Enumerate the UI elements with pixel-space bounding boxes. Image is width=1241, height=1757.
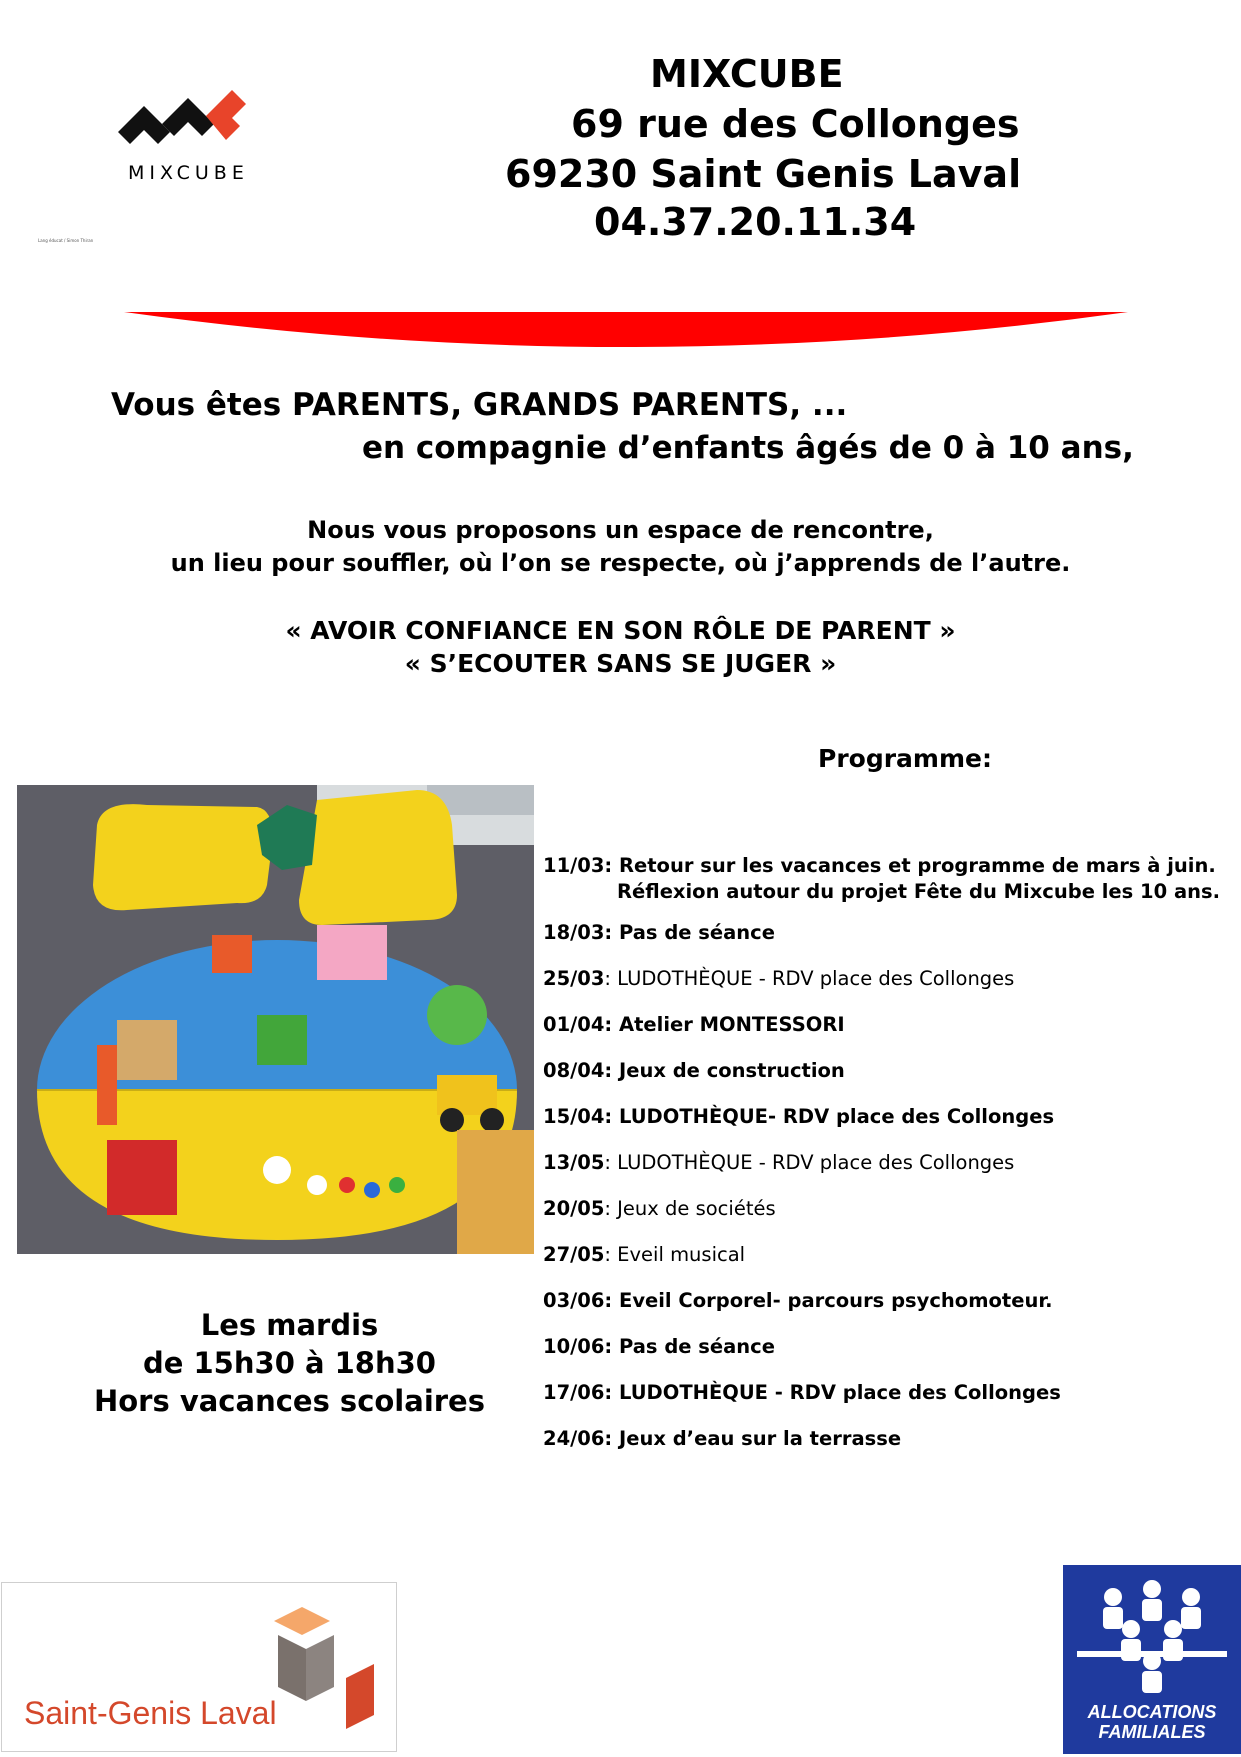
programme-date: 03/06: [543, 1289, 605, 1312]
tiny-caption: Lang éducat / Simon Thiran: [38, 238, 94, 243]
programme-text: : Jeux de construction: [604, 1059, 845, 1082]
schedule-block: [17, 1306, 562, 1420]
programme-item: [543, 1381, 1183, 1427]
programme-date: 11/03: [543, 854, 605, 877]
caf-line-2: FAMILIALES: [1098, 1722, 1206, 1742]
programme-date: 01/04: [543, 1013, 605, 1036]
programme-item: [543, 1289, 1183, 1335]
programme-text: : Atelier MONTESSORI: [604, 1013, 845, 1036]
programme-text: : Eveil Corporel- parcours psychomoteur.: [604, 1289, 1053, 1312]
programme-text: : Eveil musical: [604, 1243, 746, 1266]
programme-text: : Jeux de sociétés: [604, 1197, 776, 1220]
programme-date: 20/05: [543, 1197, 605, 1220]
proposal-line-1: Nous vous proposons un espace de rencontre,: [307, 516, 934, 544]
mixcube-logo: [118, 82, 288, 192]
logo-wordmark: MIXCUBE: [128, 162, 249, 184]
red-divider-band: [124, 312, 1128, 358]
programme-date: 25/03: [543, 967, 605, 990]
programme-text: : LUDOTHÈQUE - RDV place des Collonges: [604, 1151, 1015, 1174]
intro-line-1: Vous êtes PARENTS, GRANDS PARENTS, ...: [111, 387, 848, 423]
org-name: MIXCUBE: [650, 52, 844, 96]
programme-text: : LUDOTHÈQUE- RDV place des Collonges: [604, 1105, 1055, 1128]
programme-date: 27/05: [543, 1243, 605, 1266]
programme-item: [543, 1059, 1183, 1105]
programme-item: [543, 853, 1221, 921]
programme-text: : Pas de séance: [604, 1335, 775, 1358]
programme-item: [543, 921, 1183, 967]
programme-date: 08/04: [543, 1059, 605, 1082]
playroom-photo: [17, 785, 534, 1254]
programme-list: [543, 853, 1221, 1473]
programme-text: : LUDOTHÈQUE - RDV place des Collonges: [604, 1381, 1061, 1404]
programme-subtext: Réflexion autour du projet Fête du Mixcube les 10 ans.: [617, 880, 1221, 903]
programme-date: 15/04: [543, 1105, 605, 1128]
programme-item: [543, 1427, 1183, 1473]
programme-date: 10/06: [543, 1335, 605, 1358]
intro-line-2: en compagnie d’enfants âgés de 0 à 10 ans,: [362, 430, 1134, 466]
saint-genis-laval-logo: [1, 1582, 397, 1752]
caf-logo: [1063, 1565, 1241, 1754]
caf-line-1: ALLOCATIONS: [1087, 1702, 1217, 1722]
proposal-line-2: un lieu pour souffler, où l’on se respecte, où j’apprends de l’autre.: [170, 549, 1071, 577]
programme-date: 24/06: [543, 1427, 605, 1450]
programme-text: : LUDOTHÈQUE - RDV place des Collonges: [604, 967, 1015, 990]
schedule-note: Hors vacances scolaires: [93, 1384, 485, 1418]
proposal-text: [0, 514, 1241, 580]
programme-item: [543, 1243, 1183, 1289]
playroom-illustration: [17, 785, 534, 1254]
sgl-logo-text: Saint-Genis Laval: [24, 1695, 277, 1731]
programme-date: 18/03: [543, 921, 605, 944]
slogan-1: « AVOIR CONFIANCE EN SON RÔLE DE PARENT »: [285, 616, 956, 645]
programme-text: : Jeux d’eau sur la terrasse: [604, 1427, 902, 1450]
programme-item: [543, 1013, 1183, 1059]
caf-logo-text: [1063, 1702, 1241, 1742]
programme-title: Programme:: [818, 744, 992, 773]
programme-item: [543, 1105, 1183, 1151]
address-street: 69 rue des Collonges: [571, 102, 1020, 146]
caf-figures-icon: [1063, 1565, 1241, 1700]
slogan-2: « S’ECOUTER SANS SE JUGER »: [404, 649, 837, 678]
mixcube-logo-mark: [118, 82, 288, 162]
programme-date: 17/06: [543, 1381, 605, 1404]
address-city: 69230 Saint Genis Laval: [505, 152, 1022, 196]
programme-item: [543, 967, 1183, 1013]
programme-text: : Retour sur les vacances et programme de mars à juin.: [604, 854, 1216, 877]
phone-number: 04.37.20.11.34: [594, 200, 917, 244]
programme-text: : Pas de séance: [604, 921, 775, 944]
programme-item: [543, 1335, 1183, 1381]
schedule-day: Les mardis: [200, 1308, 379, 1342]
programme-date: 13/05: [543, 1151, 605, 1174]
programme-item: [543, 1197, 1183, 1243]
programme-item: [543, 1151, 1183, 1197]
slogans: [0, 614, 1241, 680]
schedule-hours: de 15h30 à 18h30: [142, 1346, 436, 1380]
